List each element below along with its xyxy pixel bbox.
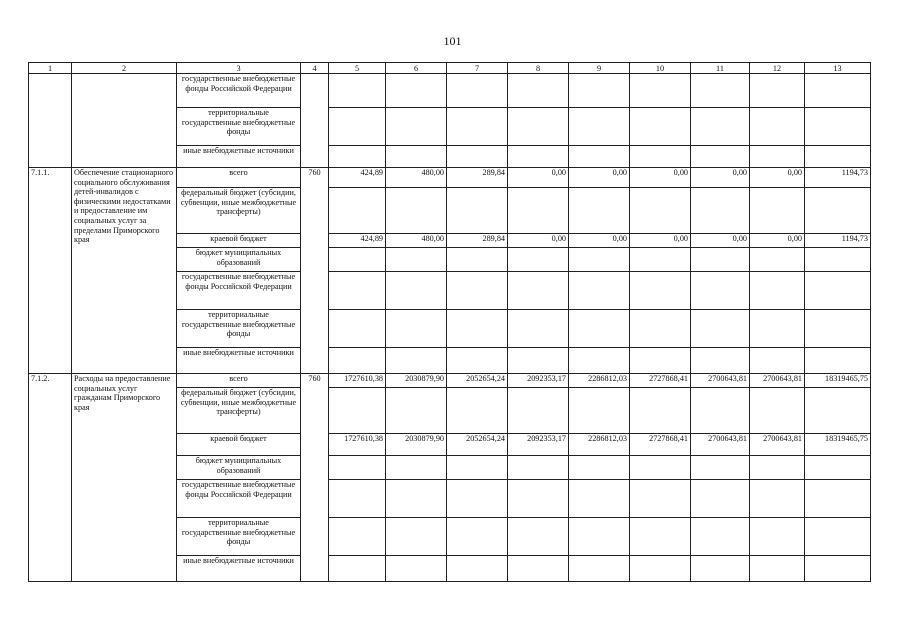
page-number: 101 [443, 34, 462, 48]
column-header: 4 [301, 63, 329, 74]
section-name: Обеспечение стационарного социального обслуживания детей-инвалидов с физическими недостатками и предоставление им социальных услуг за пределами Приморского края [72, 168, 177, 374]
value-cell [630, 74, 691, 108]
section-code: 7.1.1. [29, 168, 72, 374]
code-cell [29, 74, 72, 168]
value-cell: 2727868,41 [630, 434, 691, 456]
value-cell [447, 188, 508, 234]
source-cell: федеральный бюджет (субсидии, субвенции, иные межбюджетные трансферты) [177, 188, 301, 234]
value-cell [386, 146, 447, 168]
column-header: 10 [630, 63, 691, 74]
value-cell [750, 480, 805, 518]
value-cell [691, 188, 750, 234]
value-cell [508, 74, 569, 108]
value-cell [630, 108, 691, 146]
section-code: 7.1.2. [29, 374, 72, 582]
column-header: 12 [750, 63, 805, 74]
value-cell [805, 272, 871, 310]
value-cell [447, 456, 508, 480]
value-cell: 480,00 [386, 234, 447, 248]
source-cell: территориальные государственные внебюджетные фонды [177, 310, 301, 348]
value-cell [750, 556, 805, 582]
value-cell [691, 310, 750, 348]
value-cell [508, 480, 569, 518]
value-cell: 0,00 [569, 168, 630, 188]
value-cell: 2052654,24 [447, 374, 508, 388]
value-cell [630, 556, 691, 582]
value-cell [447, 348, 508, 374]
value-cell [329, 388, 386, 434]
column-header: 3 [177, 63, 301, 74]
value-cell: 2700643,81 [691, 434, 750, 456]
value-cell [630, 456, 691, 480]
value-cell [691, 146, 750, 168]
value-cell [630, 248, 691, 272]
value-cell [691, 556, 750, 582]
column-header: 2 [72, 63, 177, 74]
table-row [29, 74, 871, 108]
budget-table [28, 62, 871, 582]
source-cell: государственные внебюджетные фонды Российской Федерации [177, 480, 301, 518]
column-header: 7 [447, 63, 508, 74]
value-cell [386, 74, 447, 108]
value-cell [569, 556, 630, 582]
value-cell [447, 74, 508, 108]
value-cell [691, 272, 750, 310]
value-cell [805, 188, 871, 234]
value-cell [750, 248, 805, 272]
value-cell [805, 74, 871, 108]
value-cell [750, 388, 805, 434]
source-cell: бюджет муниципальных образований [177, 248, 301, 272]
value-cell [386, 456, 447, 480]
value-cell [329, 518, 386, 556]
value-cell [630, 272, 691, 310]
table-body [29, 63, 871, 582]
value-cell [386, 272, 447, 310]
source-cell: всего [177, 374, 301, 388]
value-cell [508, 456, 569, 480]
value-cell [569, 272, 630, 310]
value-cell: 0,00 [508, 234, 569, 248]
value-cell [805, 388, 871, 434]
value-cell: 2092353,17 [508, 374, 569, 388]
value-cell [329, 108, 386, 146]
value-cell: 480,00 [386, 168, 447, 188]
column-header: 5 [329, 63, 386, 74]
col4-cell: 760 [301, 168, 329, 374]
source-cell: краевой бюджет [177, 234, 301, 248]
value-cell [447, 146, 508, 168]
value-cell [508, 248, 569, 272]
value-cell [329, 188, 386, 234]
value-cell: 2052654,24 [447, 434, 508, 456]
value-cell [569, 248, 630, 272]
value-cell [805, 310, 871, 348]
source-cell: территориальные государственные внебюджетные фонды [177, 518, 301, 556]
value-cell: 18319465,75 [805, 434, 871, 456]
value-cell: 0,00 [750, 234, 805, 248]
value-cell [508, 348, 569, 374]
value-cell: 0,00 [691, 234, 750, 248]
value-cell [508, 188, 569, 234]
value-cell [691, 518, 750, 556]
value-cell [569, 518, 630, 556]
value-cell [691, 108, 750, 146]
value-cell [569, 480, 630, 518]
value-cell [805, 456, 871, 480]
value-cell [447, 556, 508, 582]
value-cell [569, 146, 630, 168]
value-cell [447, 310, 508, 348]
value-cell [630, 348, 691, 374]
value-cell [386, 310, 447, 348]
value-cell [750, 272, 805, 310]
value-cell [569, 456, 630, 480]
value-cell [750, 108, 805, 146]
source-cell: всего [177, 168, 301, 188]
value-cell [630, 480, 691, 518]
value-cell [386, 188, 447, 234]
source-cell: бюджет муниципальных образований [177, 456, 301, 480]
value-cell [630, 310, 691, 348]
value-cell [386, 348, 447, 374]
column-header: 8 [508, 63, 569, 74]
value-cell [447, 108, 508, 146]
value-cell [750, 146, 805, 168]
value-cell [805, 108, 871, 146]
value-cell: 0,00 [750, 168, 805, 188]
value-cell [329, 248, 386, 272]
value-cell [329, 146, 386, 168]
value-cell [569, 388, 630, 434]
value-cell [329, 556, 386, 582]
source-cell: иные внебюджетные источники [177, 348, 301, 374]
value-cell: 2092353,17 [508, 434, 569, 456]
value-cell [508, 556, 569, 582]
value-cell: 1727610,38 [329, 374, 386, 388]
value-cell: 0,00 [569, 234, 630, 248]
value-cell [750, 74, 805, 108]
source-cell: краевой бюджет [177, 434, 301, 456]
value-cell: 289,84 [447, 168, 508, 188]
value-cell: 424,89 [329, 234, 386, 248]
value-cell [691, 456, 750, 480]
value-cell [805, 556, 871, 582]
value-cell [569, 108, 630, 146]
value-cell [691, 480, 750, 518]
value-cell [630, 388, 691, 434]
value-cell [805, 518, 871, 556]
value-cell [386, 248, 447, 272]
value-cell [386, 518, 447, 556]
value-cell [386, 556, 447, 582]
value-cell [447, 388, 508, 434]
value-cell [329, 310, 386, 348]
value-cell [329, 74, 386, 108]
value-cell: 0,00 [508, 168, 569, 188]
value-cell [630, 518, 691, 556]
source-cell: государственные внебюджетные фонды Российской Федерации [177, 74, 301, 108]
value-cell [569, 74, 630, 108]
value-cell: 2030879,90 [386, 434, 447, 456]
value-cell [691, 74, 750, 108]
value-cell [508, 108, 569, 146]
value-cell [329, 272, 386, 310]
value-cell [508, 310, 569, 348]
value-cell [569, 310, 630, 348]
value-cell [630, 146, 691, 168]
column-header: 9 [569, 63, 630, 74]
value-cell [508, 272, 569, 310]
value-cell: 0,00 [630, 168, 691, 188]
value-cell [750, 518, 805, 556]
value-cell [750, 188, 805, 234]
value-cell [508, 388, 569, 434]
source-cell: территориальные государственные внебюджетные фонды [177, 108, 301, 146]
value-cell [805, 146, 871, 168]
source-cell: иные внебюджетные источники [177, 556, 301, 582]
value-cell [630, 188, 691, 234]
value-cell: 2286812,03 [569, 374, 630, 388]
value-cell [447, 248, 508, 272]
value-cell [447, 272, 508, 310]
value-cell: 0,00 [691, 168, 750, 188]
value-cell [691, 388, 750, 434]
source-cell: иные внебюджетные источники [177, 146, 301, 168]
value-cell: 1727610,38 [329, 434, 386, 456]
column-header: 11 [691, 63, 750, 74]
value-cell [386, 108, 447, 146]
value-cell: 0,00 [630, 234, 691, 248]
column-header: 1 [29, 63, 72, 74]
value-cell: 2286812,03 [569, 434, 630, 456]
value-cell [329, 480, 386, 518]
value-cell: 2700643,81 [750, 374, 805, 388]
value-cell: 1194,73 [805, 234, 871, 248]
section-name: Расходы на предоставление социальных услуг гражданам Приморского края [72, 374, 177, 582]
value-cell: 2700643,81 [750, 434, 805, 456]
value-cell: 289,84 [447, 234, 508, 248]
source-cell: федеральный бюджет (субсидии, субвенции, иные межбюджетные трансферты) [177, 388, 301, 434]
value-cell [569, 188, 630, 234]
value-cell [508, 518, 569, 556]
value-cell: 424,89 [329, 168, 386, 188]
value-cell [805, 480, 871, 518]
value-cell [447, 480, 508, 518]
value-cell: 18319465,75 [805, 374, 871, 388]
column-header: 13 [805, 63, 871, 74]
value-cell [386, 480, 447, 518]
col4-cell [301, 74, 329, 168]
value-cell [750, 310, 805, 348]
value-cell [447, 518, 508, 556]
header-row [29, 63, 871, 74]
value-cell [329, 348, 386, 374]
col4-cell: 760 [301, 374, 329, 582]
name-cell [72, 74, 177, 168]
value-cell [569, 348, 630, 374]
value-cell [691, 348, 750, 374]
value-cell [329, 456, 386, 480]
source-cell: государственные внебюджетные фонды Российской Федерации [177, 272, 301, 310]
value-cell: 1194,73 [805, 168, 871, 188]
value-cell [750, 456, 805, 480]
value-cell: 2727868,41 [630, 374, 691, 388]
table-row [29, 374, 871, 388]
table-row [29, 168, 871, 188]
value-cell [508, 146, 569, 168]
value-cell [386, 388, 447, 434]
value-cell [805, 248, 871, 272]
value-cell: 2030879,90 [386, 374, 447, 388]
column-header: 6 [386, 63, 447, 74]
value-cell [691, 248, 750, 272]
value-cell [805, 348, 871, 374]
value-cell [750, 348, 805, 374]
value-cell: 2700643,81 [691, 374, 750, 388]
